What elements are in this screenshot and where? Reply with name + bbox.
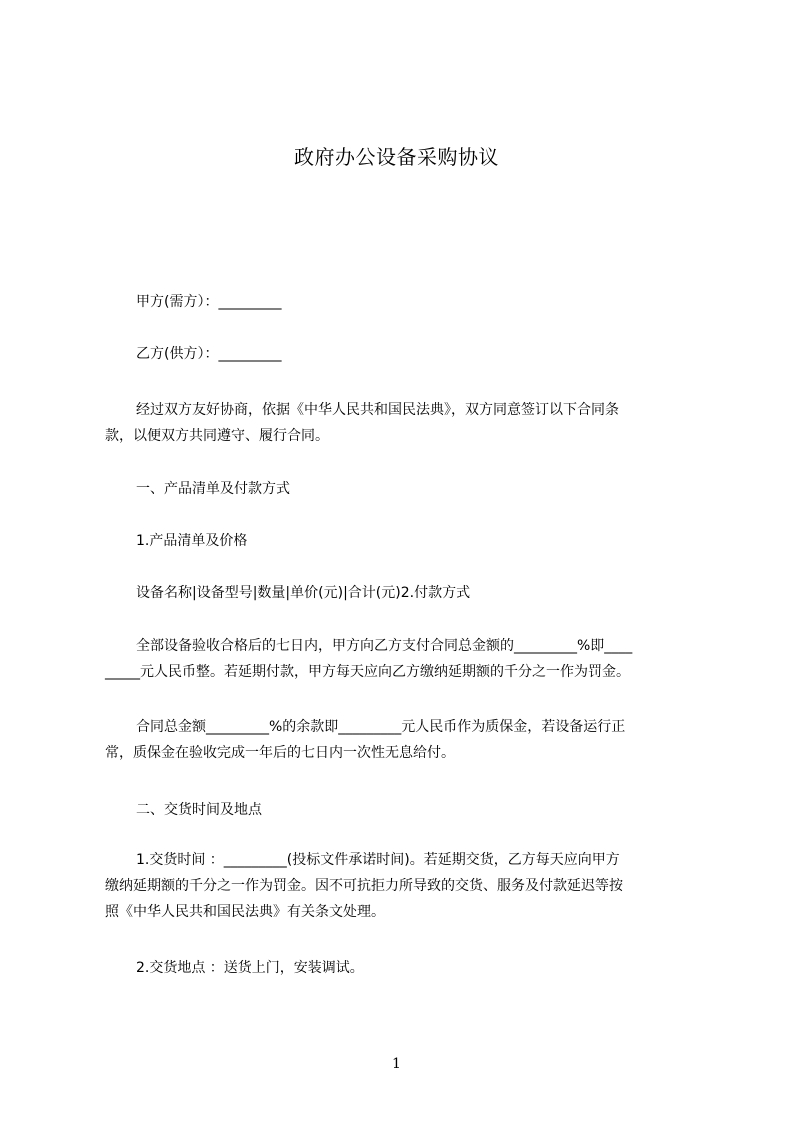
intro-paragraph [105,397,705,449]
section-2-heading: 二、交货时间及地点 [136,802,262,818]
delivery-time-line-1: 1.交货时间 ：_________(投标文件承诺时间)。若延期交货，乙方每天应向甲方 [136,852,620,868]
delivery-place-line: 2.交货地点 ：送货上门，安装调试。 [136,960,364,976]
deposit-line-1: 合同总金额_________%的余款即_________元人民币作为质保金，若设备运行正 [136,719,626,735]
delivery-time-paragraph [105,847,705,925]
deposit-line-2: 常，质保金在验收完成一年后的七日内一次性无息给付。 [105,745,455,761]
product-table-header: 设备名称|设备型号|数量|单价(元)|合计(元)2.付款方式 [136,585,471,601]
item-1-heading: 1.产品清单及价格 [136,533,248,549]
party-a-line: 甲方(需方）：_________ [136,294,282,310]
party-b-line: 乙方(供方）：_________ [136,346,282,362]
document-title: 政府办公设备采购协议 [294,145,499,169]
payment-line-2: _____元人民币整。若延期付款，甲方每天应向乙方缴纳延期额的千分之一作为罚金。 [105,664,630,680]
intro-line-1: 经过双方友好协商，依据《中华人民共和国民法典》，双方同意签订以下合同条 [136,402,619,418]
intro-line-2: 款，以便双方共同遵守、履行合同。 [105,428,329,444]
section-1-heading: 一、产品清单及付款方式 [136,481,290,497]
page-number: 1 [392,1056,401,1072]
delivery-time-line-3: 照《中华人民共和国民法典》有关条文处理。 [105,904,385,920]
deposit-paragraph [105,714,705,766]
payment-line-1: 全部设备验收合格后的七日内，甲方向乙方支付合同总金额的_________%即____ [136,638,633,654]
delivery-time-line-2: 缴纳延期额的千分之一作为罚金。因不可抗拒力所导致的交货、服务及付款延迟等按 [105,878,623,894]
payment-paragraph [105,633,705,685]
